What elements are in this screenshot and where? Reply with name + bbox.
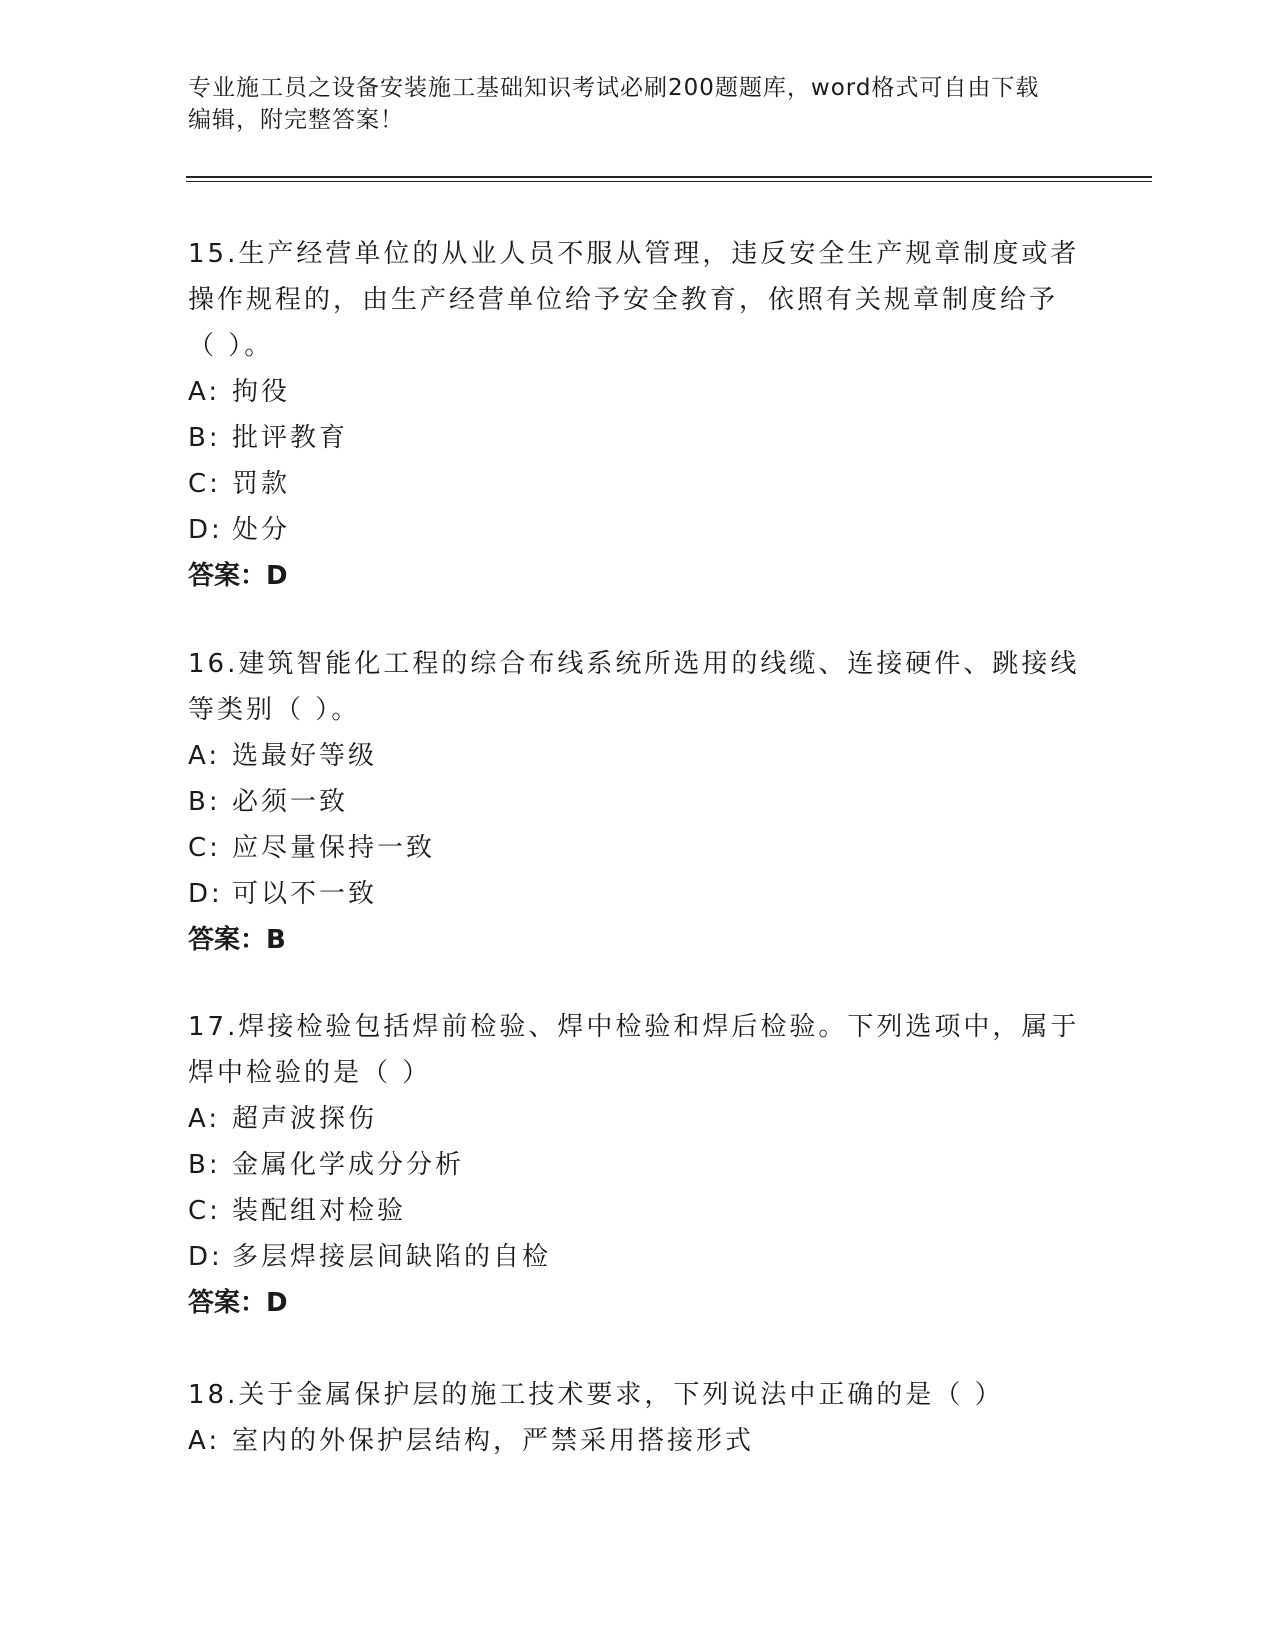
answer-line: 答案：B xyxy=(188,925,286,955)
question-15 xyxy=(188,231,1088,599)
option-letter: D: xyxy=(188,1242,223,1272)
option-letter: A: xyxy=(188,1426,221,1456)
option-c xyxy=(188,1188,1088,1234)
option-letter: B: xyxy=(188,1150,221,1180)
header-divider-thin xyxy=(186,181,1152,182)
question-18 xyxy=(188,1372,1088,1464)
option-letter: A: xyxy=(188,1104,221,1134)
option-b xyxy=(188,1142,1088,1188)
option-letter: D: xyxy=(188,515,223,545)
option-text: 选最好等级 xyxy=(232,741,378,771)
option-text: 拘役 xyxy=(232,377,291,407)
option-letter: C: xyxy=(188,833,221,863)
answer-line: 答案：D xyxy=(188,561,288,591)
question-stem xyxy=(188,1004,1088,1096)
stem-line: 15.生产经营单位的从业人员不服从管理，违反安全生产规章制度或者 xyxy=(188,239,1080,269)
option-letter: B: xyxy=(188,423,221,453)
option-letter: D: xyxy=(188,879,223,909)
header-title-line-2: 编辑，附完整答案！ xyxy=(188,107,404,133)
option-letter: B: xyxy=(188,787,221,817)
option-d xyxy=(188,1234,1088,1280)
option-text: 室内的外保护层结构，严禁采用搭接形式 xyxy=(232,1426,755,1456)
option-text: 金属化学成分分析 xyxy=(232,1150,465,1180)
option-letter: C: xyxy=(188,1196,221,1226)
option-text: 可以不一致 xyxy=(232,879,378,909)
option-b xyxy=(188,415,1088,461)
option-letter: A: xyxy=(188,377,221,407)
header-divider-thick xyxy=(186,176,1152,178)
stem-line: 17.焊接检验包括焊前检验、焊中检验和焊后检验。下列选项中，属于 xyxy=(188,1012,1080,1042)
option-b xyxy=(188,779,1088,825)
answer-line: 答案：D xyxy=(188,1288,288,1318)
option-a xyxy=(188,369,1088,415)
question-16 xyxy=(188,641,1088,963)
header-title-line-1: 专业施工员之设备安装施工基础知识考试必刷200题题库，word格式可自由下载 xyxy=(188,75,1040,101)
option-text: 批评教育 xyxy=(232,423,349,453)
option-a xyxy=(188,1096,1088,1142)
stem-line: 18.关于金属保护层的施工技术要求，下列说法中正确的是（ ） xyxy=(188,1380,1004,1410)
option-text: 多层焊接层间缺陷的自检 xyxy=(232,1242,552,1272)
option-d xyxy=(188,507,1088,553)
option-letter: C: xyxy=(188,469,221,499)
option-c xyxy=(188,825,1088,871)
stem-line: 焊中检验的是（ ） xyxy=(188,1058,432,1088)
option-text: 必须一致 xyxy=(232,787,349,817)
option-c xyxy=(188,461,1088,507)
question-17 xyxy=(188,1004,1088,1326)
option-d xyxy=(188,871,1088,917)
stem-line: 操作规程的，由生产经营单位给予安全教育，依照有关规章制度给予 xyxy=(188,285,1059,315)
option-a xyxy=(188,1418,1088,1464)
option-text: 超声波探伤 xyxy=(232,1104,378,1134)
option-a xyxy=(188,733,1088,779)
option-letter: A: xyxy=(188,741,221,771)
option-text: 罚款 xyxy=(232,469,291,499)
option-text: 装配组对检验 xyxy=(232,1196,407,1226)
stem-line: 等类别（ ）。 xyxy=(188,695,361,725)
option-text: 处分 xyxy=(232,515,291,545)
document-header xyxy=(188,72,1088,136)
option-text: 应尽量保持一致 xyxy=(232,833,436,863)
question-stem xyxy=(188,231,1088,369)
stem-line: 16.建筑智能化工程的综合布线系统所选用的线缆、连接硬件、跳接线 xyxy=(188,649,1080,679)
stem-line: （ ）。 xyxy=(188,331,274,361)
question-stem xyxy=(188,641,1088,733)
question-stem xyxy=(188,1372,1088,1418)
